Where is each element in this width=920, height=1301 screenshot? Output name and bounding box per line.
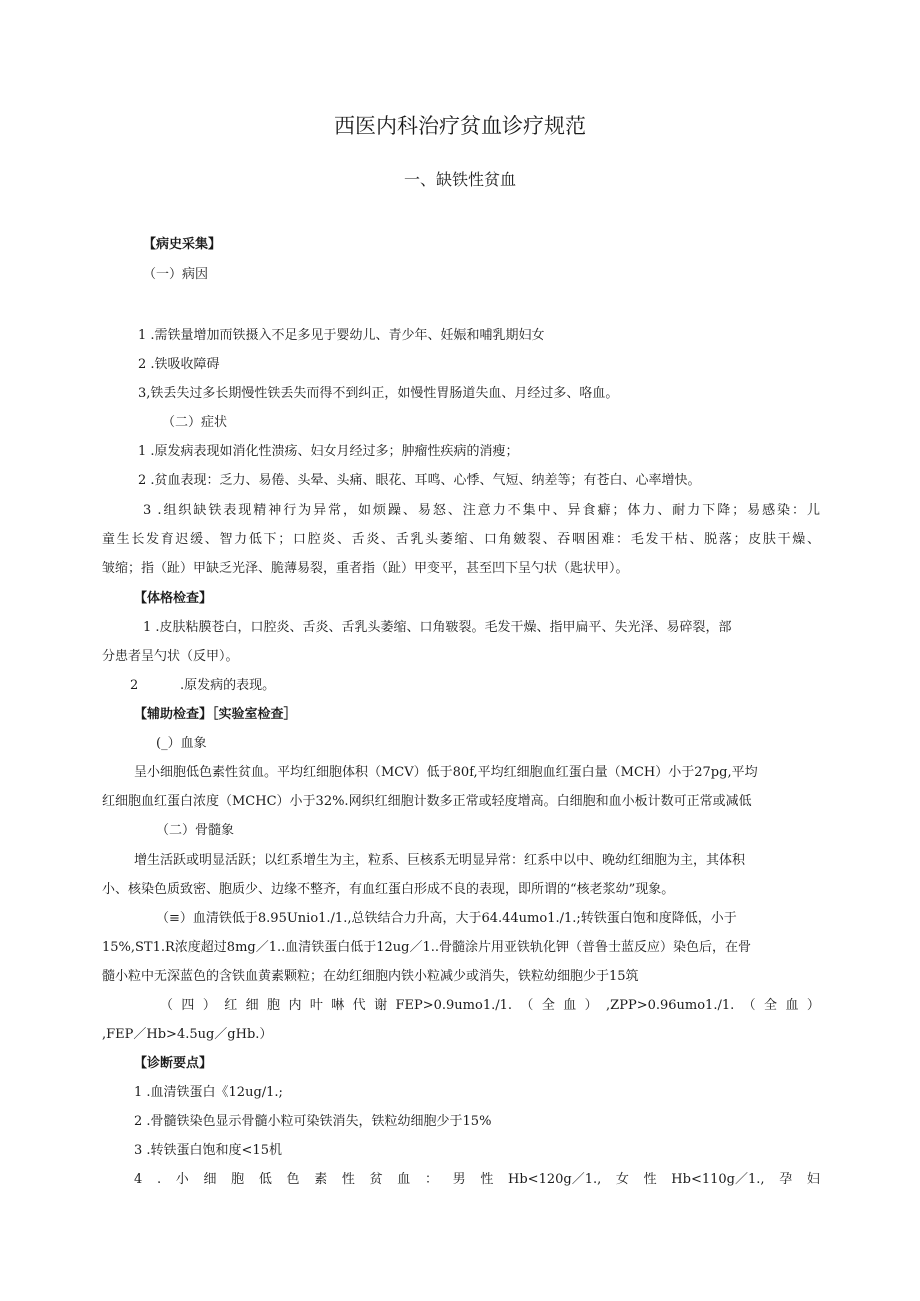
rbc-part: 四 — [181, 998, 195, 1013]
diag-part: . — [156, 1172, 162, 1187]
diag-part: 素 — [314, 1172, 328, 1187]
diag-part: Hb<120g／1., — [508, 1172, 602, 1187]
section-title: 一、缺铁性贫血 — [403, 170, 516, 189]
diag-part: 4 — [134, 1172, 143, 1187]
exam-item-1-line-2: 分患者呈勺状（反甲）。 — [102, 649, 239, 664]
symptom-label: （二）症状 — [162, 415, 228, 430]
diag-part: 孕 — [779, 1172, 793, 1187]
rbc-part: ） — [584, 998, 598, 1013]
rbc-part: 血 — [563, 998, 577, 1013]
exam-heading: 【体格检查】 — [134, 591, 213, 606]
diag-part: 男 — [452, 1172, 466, 1187]
symptom-item-2: 2 .贫血表现：乏力、易倦、头晕、头痛、眼花、耳鸣、心悸、气短、纳差等；有苍白、心率增快。 — [138, 473, 701, 488]
rbc-part: 红 — [224, 998, 238, 1013]
aux-heading: 【辅助检查】［实验室检查］ — [134, 707, 297, 722]
diagnosis-item-1: 1 .血清铁蛋白《12ug/1.; — [134, 1085, 283, 1100]
diag-part: 血 — [397, 1172, 411, 1187]
rbc-part: ） — [202, 998, 216, 1013]
cause-item-2: 2 .铁吸收障碍 — [138, 357, 220, 372]
rbc-part: 全 — [541, 998, 555, 1013]
marrow-label: （二）骨髓象 — [156, 823, 235, 838]
exam-item-2-text: .原发病的表现。 — [180, 678, 276, 693]
rbc-part: 叶 — [309, 998, 323, 1013]
cause-label: （一）病因 — [143, 267, 209, 282]
diag-part: 性 — [341, 1172, 355, 1187]
blood-label: (_）血象 — [156, 736, 207, 751]
diag-part: 小 — [175, 1172, 189, 1187]
iron-line-3: 髓小粒中无深蓝色的含铁血黄素颗粒；在幼红细胞内铁小粒减少或消失，铁粒幼细胞少于15筑 — [102, 969, 639, 984]
iron-line-1: （≡）血清铁低于8.95Unio1./1.,总铁结合力升高，大于64.44umo1./1.;转铁蛋白饱和度降低，小于 — [156, 911, 737, 926]
symptom-item-3-line-1: 3 .组织缺铁表现精神行为异常，如烦躁、易怒、注意力不集中、异食癖；体力、耐力下降；易感染：儿 — [143, 503, 820, 518]
diagnosis-item-2: 2 .骨髓铁染色显示骨髓小粒可染铁消失，铁粒幼细胞少于15% — [134, 1114, 492, 1129]
cause-item-1: 1 .需铁量增加而铁摄入不足多见于婴幼儿、青少年、妊娠和哺乳期妇女 — [138, 328, 545, 343]
history-heading: 【病史采集】 — [143, 237, 222, 252]
diag-part: 细 — [203, 1172, 217, 1187]
rbc-part: （ — [520, 998, 534, 1013]
symptom-item-1: 1 .原发病表现如消化性溃疡、妇女月经过多；肿瘤性疾病的消瘦； — [138, 444, 519, 459]
rbc-part: ） — [806, 998, 820, 1013]
cause-item-3: 3,铁丢失过多长期慢性铁丢失而得不到纠正，如慢性胃肠道失血、月经过多、咯血。 — [138, 386, 619, 401]
diag-part: 贫 — [369, 1172, 383, 1187]
rbc-part: 内 — [288, 998, 302, 1013]
diagnosis-heading: 【诊断要点】 — [134, 1056, 213, 1071]
diag-part: 色 — [286, 1172, 300, 1187]
diag-part: Hb<110g／1., — [671, 1172, 765, 1187]
diagnosis-item-3: 3 .转铁蛋白饱和度<15机 — [134, 1143, 282, 1158]
marrow-line-1: 增生活跃或明显活跃；以红系增生为主，粒系、巨核系无明显异常：红系中以中、晚幼红细胞为主，其体积 — [134, 853, 746, 868]
rbc-metabolism-line-2: ,FEP／Hb>4.5ug／gHb.） — [102, 1027, 273, 1042]
diag-part: 女 — [615, 1172, 629, 1187]
rbc-part: 血 — [785, 998, 799, 1013]
rbc-part: ,ZPP>0.96umo1./1. — [606, 998, 735, 1013]
diag-part: 低 — [258, 1172, 272, 1187]
exam-item-1-line-1: 1 .皮肤粘膜苍白，口腔炎、舌炎、舌乳头萎缩、口角皲裂。毛发干燥、指甲扁平、失光泽、易碎裂，部 — [143, 620, 732, 635]
diag-part: ： — [424, 1172, 438, 1187]
rbc-part: FEP>0.9umo1./1. — [395, 998, 513, 1013]
document-title: 西医内科治疗贫血诊疗规范 — [334, 114, 586, 138]
iron-line-2: 15%,ST1.R浓度超过8mg／1..血清铁蛋白低于12ug／1..骨髓涂片用亚铁轨化钾（普鲁士蓝反应）染色后，在骨 — [102, 940, 752, 955]
rbc-part: 细 — [245, 998, 259, 1013]
rbc-part: 谢 — [374, 998, 388, 1013]
symptom-item-3-line-2: 童生长发育迟缓、智力低下；口腔炎、舌炎、舌乳头萎缩、口角皴裂、吞咽困难：毛发干枯、脱落；皮肤干燥、 — [102, 532, 820, 547]
rbc-part: 啉 — [331, 998, 345, 1013]
diag-part: 性 — [480, 1172, 494, 1187]
diag-part: 性 — [643, 1172, 657, 1187]
symptom-item-3-line-3: 皱缩；指（趾）甲缺乏光泽、脆薄易裂，重者指（趾）甲变平，甚至凹下呈勺状（匙状甲）。 — [102, 561, 629, 576]
rbc-part: 代 — [352, 998, 366, 1013]
rbc-part: （ — [742, 998, 756, 1013]
rbc-part: （ — [160, 998, 174, 1013]
marrow-line-2: 小、核染色质致密、胞质少、边缘不整齐，有血红蛋白形成不良的表现，即所谓的“核老浆幼”现象。 — [102, 882, 675, 897]
rbc-part: 全 — [764, 998, 778, 1013]
diagnosis-item-4 — [134, 1171, 820, 1189]
rbc-metabolism-line-1 — [160, 997, 820, 1015]
rbc-part: 胞 — [267, 998, 281, 1013]
exam-item-2-number: 2 — [130, 678, 139, 693]
blood-line-1: 呈小细胞低色素性贫血。平均红细胞体积（MCV）低于80f,平均红细胞血红蛋白量（MCH）小于27pg,平均 — [134, 765, 758, 780]
diag-part: 胞 — [231, 1172, 245, 1187]
diag-part: 妇 — [806, 1172, 820, 1187]
blood-line-2: 红细胞血红蛋白浓度（MCHC）小于32%.网织红细胞计数多正常或轻度增高。白细胞和血小板计数可正常或减低 — [102, 794, 752, 809]
